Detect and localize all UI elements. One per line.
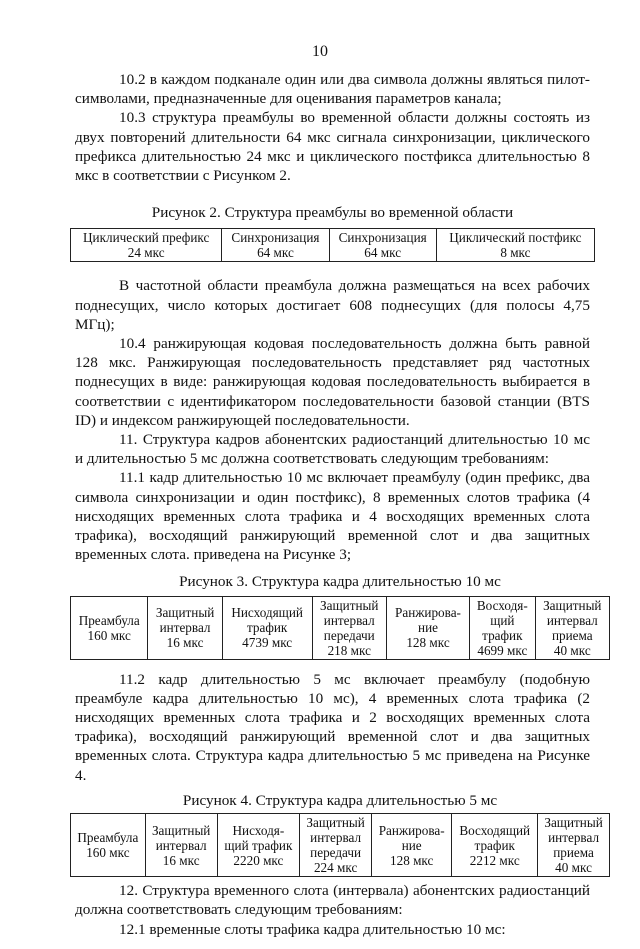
cell-line: Защитный (543, 597, 602, 613)
table-cell (71, 814, 146, 877)
cell-line: Восходя- (476, 597, 528, 613)
cell-line: 224 мкс (313, 860, 358, 876)
cell-line: трафик (474, 837, 515, 853)
cell-line: Защитный (155, 605, 215, 621)
paragraph: 11.2 кадр длительностью 5 мс включает преамбулу (подобную преамбуле кадра длительностью 10 мс), 4 временных слота трафика (2 нисходящих временных слота трафика и 2 восходящих временных слота трафика), восходящий ранжирующий временной слот и два защитных временных слота. Структура кадра длительностью 5 мс приведена на Рисунке 4. (75, 670, 590, 784)
table-cell (535, 596, 609, 659)
cell-line: 40 мкс (553, 642, 591, 658)
cell-line: Преамбула (77, 830, 139, 846)
cell-line: интервал (155, 837, 207, 853)
cell-line: интервал (159, 620, 211, 636)
cell-line: трафик (246, 620, 288, 636)
figure-caption: Рисунок 4. Структура кадра длительностью 5 мс (182, 791, 498, 809)
cell-line: Защитный (306, 815, 365, 831)
cell-line: 8 мкс (500, 245, 531, 261)
cell-line: 128 мкс (390, 852, 434, 868)
cell-line: Нисходя- (232, 822, 285, 838)
cell-line: 64 мкс (364, 245, 402, 261)
cell-line: приема (553, 845, 594, 861)
cell-line: Ранжирова- (395, 605, 461, 621)
paragraph: 10.3 структура преамбулы во временной области должны состоять из двух повторений длительности 64 мкс сигнала синхронизации, циклического префикса длительностью 24 мкс и циклического постфикса длительностью 8 мкс в соответствии с Рисунком 2. (75, 109, 590, 185)
cell-line: 128 мкс (406, 635, 450, 651)
cell-line: Защитный (320, 597, 379, 613)
figure-3 (70, 572, 610, 659)
cell-line: ние (418, 620, 438, 636)
table-cell (312, 596, 386, 659)
paragraphs-b (75, 276, 590, 564)
paragraph: 10.4 ранжирующая кодовая последовательность должна быть равной 128 мкс. Ранжирующая последовательность представляет ряд частотных поднесущих в виде: ранжирующая кодовая последовательность выбирается в соответствии с идентификатором последовательности базовой станции (BTS ID) и индексом ранжирующей последовательности. (75, 335, 590, 429)
cell-line: приема (551, 627, 593, 643)
table-cell (217, 814, 300, 877)
table-cell (71, 229, 222, 262)
cell-line: передачи (310, 845, 362, 861)
cell-line: 4739 мкс (242, 635, 293, 651)
cell-line: 16 мкс (166, 635, 204, 651)
cell-line: Преамбула (78, 612, 140, 628)
cell-line: Циклический префикс (83, 230, 210, 246)
cell-line: передачи (323, 627, 375, 643)
paragraph: В частотной области преамбула должна размещаться на всех рабочих поднесущих, число которых достигает 608 поднесущих (для полосы 4,75 МГц); (75, 277, 590, 333)
cell-line: 218 мкс (327, 642, 371, 658)
table-cell (71, 596, 148, 659)
paragraph: 11. Структура кадров абонентских радиостанций длительностью 10 мс и длительностью 5 мс должна соответствовать следующим требованиям: (75, 431, 590, 468)
cell-line: Циклический постфикс (449, 230, 582, 246)
table-cell (436, 229, 594, 262)
paragraph: 12. Структура временного слота (интервала) абонентских радиостанций должна соответствовать следующим требованиям: (75, 882, 590, 919)
cell-line: Ранжирова- (378, 822, 445, 838)
cell-line: интервал (310, 830, 362, 846)
cell-line: 64 мкс (257, 245, 294, 261)
cell-line: 160 мкс (86, 845, 130, 861)
cell-line: 2212 мкс (469, 852, 520, 868)
paragraph: 10.2 в каждом подканале один или два символа должны являться пилот-символами, предназначенные для оценивания параметров канала; (75, 71, 590, 108)
table-cell (386, 596, 469, 659)
cell-line: 24 мкс (127, 245, 165, 261)
cell-line: интервал (548, 830, 600, 846)
paragraphs-d (75, 881, 590, 939)
table-cell (329, 229, 436, 262)
cell-line: 4699 мкс (477, 642, 528, 658)
preamble-table (70, 228, 595, 262)
table-cell (148, 596, 222, 659)
cell-line: 16 мкс (162, 852, 200, 868)
table-cell (470, 596, 536, 659)
cell-line: 40 мкс (555, 860, 592, 876)
table-cell (145, 814, 217, 877)
cell-line: трафик (482, 627, 523, 643)
table-cell (538, 814, 610, 877)
table-cell (222, 229, 329, 262)
page-body (75, 62, 603, 949)
table-cell (452, 814, 538, 877)
frame-5ms-table (70, 813, 610, 877)
paragraph: 12.1 временные слоты трафика кадра длительностью 10 мс: (119, 920, 506, 938)
page-number: 10 (312, 43, 328, 60)
cell-line: 2220 мкс (233, 852, 284, 868)
cell-line: ние (401, 837, 422, 853)
cell-line: Защитный (151, 822, 211, 838)
figure-2 (70, 203, 595, 262)
frame-10ms-table (70, 596, 610, 660)
table-cell (300, 814, 372, 877)
cell-line: интервал (323, 612, 375, 628)
table-cell (222, 596, 312, 659)
cell-line: интервал (546, 612, 598, 628)
cell-line: Защитный (544, 815, 603, 831)
cell-line: Синхронизация (338, 230, 427, 246)
paragraphs-a (75, 70, 590, 185)
cell-line: Восходящий (459, 822, 531, 838)
cell-line: Нисходящий (231, 605, 303, 621)
cell-line: 160 мкс (87, 627, 131, 643)
cell-line: щий (490, 612, 515, 628)
figure-caption: Рисунок 3. Структура кадра длительностью 10 мс (179, 573, 501, 591)
paragraphs-c (75, 670, 590, 785)
figure-4 (70, 791, 610, 877)
cell-line: щий трафик (224, 837, 293, 853)
table-cell (372, 814, 452, 877)
paragraph: 11.1 кадр длительностью 10 мс включает преамбулу (один префикс, два символа синхронизации и один постфикс), 8 временных слотов трафика (4 нисходящих временных слота трафика и 4 восходящих временных слота трафика), восходящий ранжирующий временной слот и два защитных временных слота. приведена на Рисунке 3; (75, 469, 590, 564)
figure-caption: Рисунок 2. Структура преамбулы во временной области (151, 204, 514, 222)
cell-line: Синхронизация (231, 230, 320, 246)
